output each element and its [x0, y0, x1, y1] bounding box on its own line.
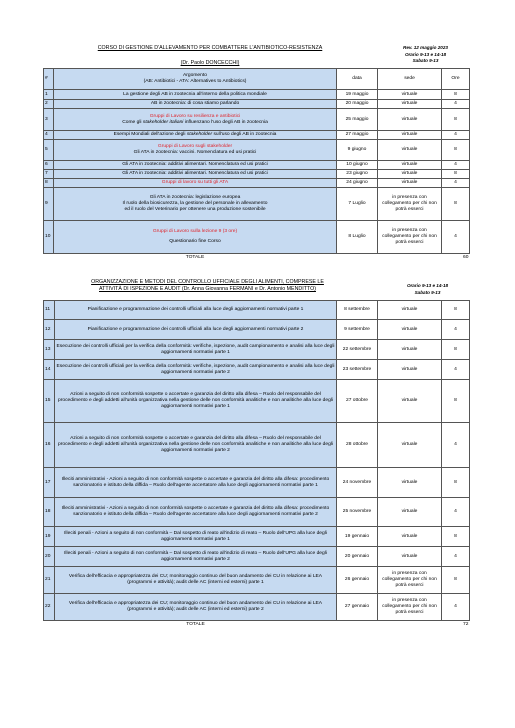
table-cell: 10 [44, 221, 54, 254]
course1-orario: Orario 9-13 e 14-18 [404, 51, 447, 57]
course2-orario: Orario 9-13 e 14-18 [406, 283, 449, 288]
table-cell: 8 [442, 527, 470, 547]
table-cell: virtuale [378, 109, 442, 131]
table-cell [44, 621, 55, 630]
table-cell: 4 [442, 594, 470, 621]
table-cell: virtuale [378, 527, 442, 547]
table-cell: 1 [44, 90, 54, 100]
course2-total-value: 72 [442, 621, 470, 630]
table-cell: Esempi Mondiali dell'azione degli stakeholder sull'uso degli AB in zootecnia [54, 131, 337, 140]
table-row [44, 340, 470, 360]
table-cell: virtuale [378, 320, 442, 340]
table-cell: 4 [442, 100, 470, 109]
table-cell: 4 [442, 423, 470, 468]
table-row [44, 161, 470, 170]
table-cell: 8 [442, 170, 470, 179]
table-cell: 10 giugno [337, 161, 378, 170]
col-argomento-header: Argomento (AB: Antibiotici - ATA: Alternatives to Antibiotics) [54, 69, 337, 90]
table-cell [378, 254, 442, 263]
table-row [44, 594, 470, 621]
table-row [44, 423, 470, 468]
table-cell: virtuale [378, 340, 442, 360]
table-cell: virtuale [378, 360, 442, 380]
table-cell: 20 [44, 547, 55, 567]
table-cell: virtuale [378, 498, 442, 527]
table-cell: Gli ATA in zootecnia: additivi alimentari. Nomenclatura ed usi pratici [54, 170, 337, 179]
table-row [44, 360, 470, 380]
table-cell: 27 maggio [337, 131, 378, 140]
table-cell: Azioni a seguito di non conformità sospette o accertate e garanzia del diritto alla difesa – Ruolo del responsabile del procedimento e degli addetti all'unità organizzativa nella gestione delle non conformità analitiche e non analitiche alla luce degli aggiornamenti normativi parte 2 [55, 423, 337, 468]
table-cell: 4 [442, 131, 470, 140]
table-cell: Esecuzione dei controlli ufficiali per la verifica della conformità: verifiche, ispezione, audit campionamento e analisi alla luce degli aggiornamenti normativi parte 1 [55, 340, 337, 360]
table-cell: 24 giugno [337, 179, 378, 188]
table-cell: in presenza con collegamento per chi non potrà esserci [378, 594, 442, 621]
table-cell: 8 [44, 179, 54, 188]
course2-total-row [44, 621, 470, 630]
table-cell: virtuale [378, 90, 442, 100]
table-row [44, 221, 470, 254]
table-cell [44, 254, 54, 263]
table-cell: 4 [44, 131, 54, 140]
table-cell: virtuale [378, 380, 442, 423]
table-cell: virtuale [378, 131, 442, 140]
table-cell: Verifica dell'efficacia e appropriatezza dei CU; monitoraggio continuo del buon andamento dei CU in relazione ai LEA (programmi e attività); audit delle AC (interni ed esterni) parte 2 [55, 594, 337, 621]
table-row [44, 179, 470, 188]
table-cell: 21 [44, 567, 55, 594]
table-cell: 8 settembre [337, 301, 378, 320]
table-row [44, 301, 470, 320]
table-cell: 4 [442, 179, 470, 188]
course2-total-label: TOTALE [55, 621, 337, 630]
table-cell: 11 [44, 301, 55, 320]
table-cell: 8 [442, 90, 470, 100]
table-cell: 8 [442, 567, 470, 594]
course1-total-value: 60 [442, 254, 470, 263]
table-cell: 8 [442, 109, 470, 131]
course1-meta [378, 45, 473, 65]
table-cell [378, 621, 442, 630]
course1-teacher: (Dr. Paolo DONCECCHI) [180, 60, 240, 66]
table-row [44, 188, 470, 221]
table-cell: 27 gennaio [337, 594, 378, 621]
table-row [44, 547, 470, 567]
table-cell: 6 [44, 161, 54, 170]
table-cell: in presenza con collegamento per chi non potrà esserci [378, 567, 442, 594]
table-cell: 19 maggio [337, 90, 378, 100]
table-cell: virtuale [378, 547, 442, 567]
table-cell [337, 621, 378, 630]
table-cell: 26 gennaio [337, 567, 378, 594]
table-cell: 23 giugno [337, 170, 378, 179]
table-cell: 13 [44, 340, 55, 360]
table-cell: 4 [442, 547, 470, 567]
table-cell: Verifica dell'efficacia e appropriatezza dei CU; monitoraggio continuo del buon andamento dei CU in relazione ai LEA (programmi e attività); audit delle AC (interni ed esterni) parte 1 [55, 567, 337, 594]
table-cell: Illeciti amministrativi - Azioni a seguito di non conformità sospette o accertate e garanzia del diritto alla difesa: procedimento sanzionatorio e istituto della diffida – Ruolo dell'agente accertatore alla luce degli aggiornamenti normativi parte 1 [55, 468, 337, 498]
table-row [44, 131, 470, 140]
table-cell: 4 [442, 498, 470, 527]
table-cell: 22 [44, 594, 55, 621]
table-cell: 8 [442, 380, 470, 423]
table-row [44, 140, 470, 161]
table-cell: 9 [44, 188, 54, 221]
table-cell: 8 [442, 140, 470, 161]
table-row [44, 468, 470, 498]
table-cell: AB in zootecnia: di cosa stiamo parlando [54, 100, 337, 109]
table-cell: 8 [442, 468, 470, 498]
table-cell: 24 novembre [337, 468, 378, 498]
table-cell: virtuale [378, 179, 442, 188]
course1-title: CORSO DI GESTIONE D'ALLEVAMENTO PER COMBATTERE L'ANTIBIOTICO-RESISTENZA [97, 45, 323, 51]
course2-title: ORGANIZZAZIONE E METODI DEL CONTROLLO UFFICIALE DEGLI ALIMENTI, COMPRESE LE ATTIVITÀ DI ISPEZIONE E AUDIT (Dr. Anna Giovanna FERMANI e Dr. Antonio MENDITTO) [91, 279, 324, 292]
table-cell: 3 [44, 109, 54, 131]
table-row [44, 498, 470, 527]
table-row [44, 527, 470, 547]
table-cell: Esecuzione dei controlli ufficiali per la verifica della conformità: verifiche, ispezione, audit campionamento e analisi alla luce degli aggiornamenti normativi parte 2 [55, 360, 337, 380]
col-num-header: # [44, 69, 54, 90]
table-cell: Gruppi di Lavoro su resilienza e antibiotici Come gli stakeholder italiani influenzano l'uso degli AB in zootecnia [54, 109, 337, 131]
table-cell: Pianificazione e programmazione dei controlli ufficiali alla luce degli aggiornamenti normativi parte 2 [55, 320, 337, 340]
table-cell: virtuale [378, 468, 442, 498]
table-cell: 14 [44, 360, 55, 380]
table-cell: 20 gennaio [337, 547, 378, 567]
table-cell: virtuale [378, 423, 442, 468]
course1-sabato: Sabato 9-13 [412, 58, 439, 63]
table-cell: 8 [442, 188, 470, 221]
table-cell: Gli ATA in zootecnia: additivi alimentari. Nomenclatura ed usi pratici [54, 161, 337, 170]
table-cell: 8 [442, 301, 470, 320]
table-cell: virtuale [378, 140, 442, 161]
table-cell: 5 [44, 140, 54, 161]
table-row [44, 90, 470, 100]
table-cell: 28 ottobre [337, 423, 378, 468]
table-cell: 19 [44, 527, 55, 547]
table-row [44, 109, 470, 131]
table-cell: 23 settembre [337, 360, 378, 380]
table-cell: in presenza con collegamento per chi non potrà esserci [378, 221, 442, 254]
table-cell: 9 giugno [337, 140, 378, 161]
table-cell: 4 [442, 320, 470, 340]
table-cell: 8 [442, 340, 470, 360]
course1-header-row [44, 69, 470, 90]
table-cell: 17 [44, 468, 55, 498]
course2-table [43, 300, 470, 630]
table-cell: in presenza con collegamento per chi non potrà esserci [378, 188, 442, 221]
table-cell: 7 Luglio [337, 188, 378, 221]
table-cell: 4 [442, 221, 470, 254]
table-cell: Gruppi di Lavoro sugli stakeholder Gli ATA in zootecnia: vaccini. Nomenclatura ed usi pratici [54, 140, 337, 161]
table-cell: 12 [44, 320, 55, 340]
table-cell: Illeciti penali - Azioni a seguito di non conformità – Dal sospetto di reato all'indizio di reato – Ruolo dell'UPG alla luce degli aggiornamenti normativi parte 1 [55, 527, 337, 547]
table-cell: virtuale [378, 161, 442, 170]
table-row [44, 320, 470, 340]
table-cell: Illeciti amministrativi - Azioni a seguito di non conformità sospette o accertate e garanzia del diritto alla difesa: procedimento sanzionatorio e istituto della diffida – Ruolo dell'agente accertatore alla luce degli aggiornamenti normativi parte 2 [55, 498, 337, 527]
table-cell: 2 [44, 100, 54, 109]
course2-meta [380, 283, 475, 296]
table-row [44, 170, 470, 179]
course1-total-row [44, 254, 470, 263]
table-cell: 15 [44, 380, 55, 423]
table-cell: Illeciti penali - Azioni a seguito di non conformità – Dal sospetto di reato all'indizio di reato – Ruolo dell'UPG alla luce degli aggiornamenti normativi parte 2 [55, 547, 337, 567]
table-cell: Gli ATA in zootecnia: legislazione europea Il ruolo della biosicurezza, la gestione del personale in allevamento ed il ruolo del Veterinario per ottenere una produzione sostenibile [54, 188, 337, 221]
col-data-header: data [337, 69, 378, 90]
table-cell: Pianificazione e programmazione dei controlli ufficiali alla luce degli aggiornamenti normativi parte 1 [55, 301, 337, 320]
table-cell: 25 novembre [337, 498, 378, 527]
table-cell: 8 Luglio [337, 221, 378, 254]
table-cell: virtuale [378, 301, 442, 320]
table-cell: Gruppi di lavoro su tutti gli ATA [54, 179, 337, 188]
table-cell [337, 254, 378, 263]
table-cell: 16 [44, 423, 55, 468]
table-cell: 19 gennaio [337, 527, 378, 547]
course1-rev: Rev. 12 maggio 2023 [403, 45, 448, 50]
table-cell: 7 [44, 170, 54, 179]
course1-table [43, 68, 470, 263]
table-cell: Azioni a seguito di non conformità sospette o accertate e garanzia del diritto alla difesa – Ruolo del responsabile del procedimento e degli addetti all'unità organizzativa nella gestione delle non conformità analitiche e non analitiche alla luce degli aggiornamenti normativi parte 1 [55, 380, 337, 423]
table-row [44, 100, 470, 109]
col-sede-header: sede [378, 69, 442, 90]
table-cell: 27 ottobre [337, 380, 378, 423]
course2-sabato: Sabato 9-13 [414, 289, 441, 295]
table-cell: virtuale [378, 100, 442, 109]
table-cell: 9 settembre [337, 320, 378, 340]
table-cell: virtuale [378, 170, 442, 179]
col-ore-header: Ore [442, 69, 470, 90]
table-cell: Gruppi di Lavoro sulla lezione 9 (3 ore) Questionario fine Corso [54, 221, 337, 254]
table-cell: 4 [442, 161, 470, 170]
table-cell: 22 settembre [337, 340, 378, 360]
table-row [44, 567, 470, 594]
table-cell: 18 [44, 498, 55, 527]
table-row [44, 380, 470, 423]
course1-total-label: TOTALE [54, 254, 337, 263]
table-cell: 25 maggio [337, 109, 378, 131]
table-cell: 4 [442, 360, 470, 380]
table-cell: 20 maggio [337, 100, 378, 109]
table-cell: La gestione degli AB in zootecnia all'interno della politica mondiale [54, 90, 337, 100]
